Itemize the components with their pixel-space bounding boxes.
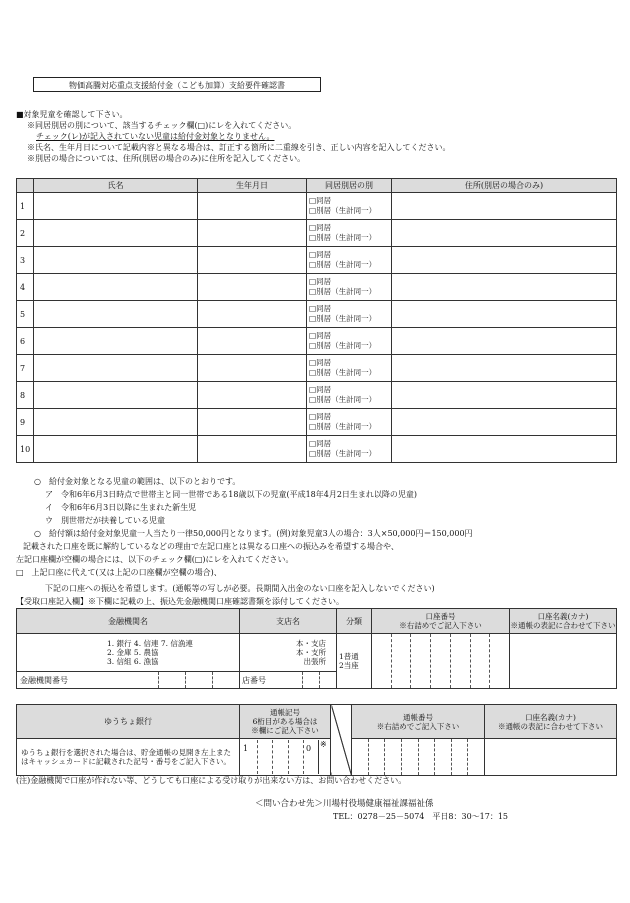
institution-option-1: 1. 銀行 4. 信連 7. 信漁連 [107,639,193,648]
header-cohabitation: 同居別居の別 [307,179,392,193]
cohabitation-options [307,301,392,328]
bank-header-holder-note: ※通帳の表記に合わせて下さい [510,621,616,630]
child-address-field[interactable] [392,328,617,355]
branch-option-2: 本・支所 [296,648,326,657]
child-name-field[interactable] [34,274,198,301]
document-title: 物価高騰対応重点支援給付金（こども加算）支給要件確認書 [33,77,321,92]
branch-code-label: 店番号 [242,675,266,685]
yucho-header-holder-title: 口座名義(カナ) [525,712,576,722]
yucho-table [16,704,617,776]
footnote: (注)金融機関で口座が作れない等、どうしても口座による受け取りが出来ない方は、お問い合わせください。 [16,776,407,785]
child-birthdate-field[interactable] [198,409,307,436]
child-address-field[interactable] [392,247,617,274]
child-birthdate-field[interactable] [198,193,307,220]
cohabitation-options [307,328,392,355]
separate-checkbox[interactable]: □別居（生計同一） [309,395,377,404]
cohabitation-options [307,355,392,382]
child-row [17,436,617,463]
yucho-symbol-last: 0 [304,740,319,774]
cohabit-checkbox[interactable]: □同居 [309,358,332,367]
separate-checkbox[interactable]: □別居（生計同一） [309,314,377,323]
note-u: ウ 別世帯だが扶養している児童 [45,516,165,525]
children-table [16,178,617,463]
account-type-current: 2当座 [339,661,359,670]
cohabit-checkbox[interactable]: □同居 [309,439,332,448]
cohabit-checkbox[interactable]: □同居 [309,250,332,259]
child-birthdate-field[interactable] [198,274,307,301]
child-name-field[interactable] [34,436,198,463]
child-name-field[interactable] [34,301,198,328]
child-birthdate-field[interactable] [198,247,307,274]
instruction-warning: チェック(レ)が記入されていない児童は給付金対象となりません。 [36,132,275,141]
child-address-field[interactable] [392,436,617,463]
cohabit-checkbox[interactable]: □同居 [309,223,332,232]
child-row-number: 10 [17,436,34,463]
separate-checkbox[interactable]: □別居（生計同一） [309,422,377,431]
cohabit-checkbox[interactable]: □同居 [309,331,332,340]
note-scope: ○ 給付金対象となる児童の範囲は、以下のとおりです。 [34,477,241,486]
separate-checkbox[interactable]: □別居（生計同一） [309,449,377,458]
bank-header-holder-title: 口座名義(カナ) [537,612,589,621]
yucho-header-bank: ゆうちょ銀行 [17,705,240,739]
yucho-number-field[interactable] [352,739,485,776]
child-row [17,247,617,274]
bank-header-institution: 金融機関名 [17,609,240,634]
account-holder-field[interactable] [510,634,617,689]
child-row [17,382,617,409]
child-address-field[interactable] [392,301,617,328]
cohabitation-options [307,247,392,274]
child-birthdate-field[interactable] [198,436,307,463]
child-row-number: 1 [17,193,34,220]
separate-checkbox[interactable]: □別居（生計同一） [309,206,377,215]
separate-checkbox[interactable]: □別居（生計同一） [309,368,377,377]
header-name: 氏名 [34,179,198,193]
separate-checkbox[interactable]: □別居（生計同一） [309,233,377,242]
child-row [17,409,617,436]
child-address-field[interactable] [392,382,617,409]
cohabitation-options [307,220,392,247]
yucho-header-number-note: ※右詰めでご記入下さい [376,721,460,731]
bank-header-account [372,609,510,634]
account-type-ordinary: 1普通 [339,652,359,661]
bank-header-holder [510,609,617,634]
instruction-correction: ※氏名、生年月日について記載内容と異なる場合は、訂正する箇所に二重線を引き、正しい内容を記入してください。 [27,143,451,152]
cohabitation-options [307,193,392,220]
contact-title: ＜問い合わせ先＞川場村役場健康福祉課福祉係 [255,799,434,809]
child-address-field[interactable] [392,355,617,382]
branch-code-field[interactable] [240,672,337,689]
yucho-header-symbol-title: 通帳記号 [270,708,300,717]
child-row-number: 3 [17,247,34,274]
instruction-heading: ■対象児童を確認して下さい。 [16,110,128,119]
cohabit-checkbox[interactable]: □同居 [309,412,332,421]
separate-checkbox[interactable]: □別居（生計同一） [309,260,377,269]
yucho-symbol-field[interactable] [240,739,331,776]
cohabit-checkbox[interactable]: □同居 [309,304,332,313]
note-alt-account-3: 下記の口座への振込を希望します。(通帳等の写しが必要。長期間入出金のない口座を記入しないでください) [45,584,435,593]
child-birthdate-field[interactable] [198,382,307,409]
child-address-field[interactable] [392,274,617,301]
separate-checkbox[interactable]: □別居（生計同一） [309,341,377,350]
child-name-field[interactable] [34,382,198,409]
child-name-field[interactable] [34,220,198,247]
institution-code-field[interactable] [17,672,240,689]
branch-type-options[interactable] [240,634,337,672]
bank-header-account-note: ※右詰めでご記入下さい [399,621,482,630]
cohabitation-options [307,409,392,436]
institution-type-options[interactable] [17,634,240,672]
institution-code-label: 金融機関番号 [20,675,68,685]
child-row-number: 4 [17,274,34,301]
bank-table [16,608,617,689]
cohabit-checkbox[interactable]: □同居 [309,385,332,394]
child-name-field[interactable] [34,247,198,274]
child-row-number: 5 [17,301,34,328]
yucho-header-symbol-note-2: ※欄にご記入下さい [251,726,319,735]
cohabit-checkbox[interactable]: □同居 [309,196,332,205]
instruction-check: ※同居別居の別について、該当するチェック欄(□)にレを入れてください。 [27,121,297,130]
child-row [17,328,617,355]
note-a: ア 令和6年6月3日時点で世帯主と同一世帯である18歳以下の児童(平成18年4月2日生まれ以降の児童) [45,490,418,499]
child-birthdate-field[interactable] [198,355,307,382]
note-i: イ 令和6年6月3日以降に生まれた新生児 [45,503,197,512]
yucho-header-number-title: 通帳番号 [403,712,433,722]
child-name-field[interactable] [34,409,198,436]
child-birthdate-field[interactable] [198,301,307,328]
yucho-header-number [352,705,485,739]
branch-option-3: 出張所 [303,657,326,666]
yucho-header-holder-note: ※通帳の表記に合わせて下さい [498,721,603,731]
header-number [17,179,34,193]
child-birthdate-field[interactable] [198,328,307,355]
institution-option-3: 3. 信組 6. 漁協 [107,657,159,666]
header-birthdate: 生年月日 [198,179,307,193]
child-row [17,355,617,382]
child-address-field[interactable] [392,193,617,220]
child-name-field[interactable] [34,328,198,355]
bank-header-type: 分類 [337,609,372,634]
account-type-options[interactable] [337,634,372,689]
child-row-number: 7 [17,355,34,382]
child-row-number: 2 [17,220,34,247]
institution-option-2: 2. 金庫 5. 農協 [107,648,159,657]
child-name-field[interactable] [34,355,198,382]
receiving-account-heading: 【受取口座記入欄】※下欄に記載の上、振込先金融機関口座確認書類を添付してください。 [16,597,344,606]
yucho-holder-field[interactable] [485,739,617,776]
child-row-number: 6 [17,328,34,355]
child-row [17,220,617,247]
child-row [17,301,617,328]
yucho-symbol-mark: ※ [319,740,327,749]
separate-checkbox[interactable]: □別居（生計同一） [309,287,377,296]
child-row-number: 8 [17,382,34,409]
bank-header-branch: 支店名 [240,609,337,634]
contact-tel: TEL：0278－25－5074 平日8：30～17：15 [333,812,509,821]
child-row [17,193,617,220]
alt-account-checkbox[interactable]: □ 上記口座に代えて(又は上記の口座欄が空欄の場合)、 [16,568,222,577]
child-row-number: 9 [17,409,34,436]
cohabitation-options [307,382,392,409]
cohabitation-options [307,274,392,301]
yucho-header-symbol [240,705,331,739]
yucho-description: ゆうちょ銀行を選択された場合は、貯金通帳の見開き左上またはキャッシュカードに記載された記号・番号をご記入下さい。 [17,739,240,776]
cohabitation-options [307,436,392,463]
note-alt-account-2: 左記口座欄が空欄の場合には、以下のチェック欄(□)にレを入れてください。 [16,555,294,564]
instruction-address: ※別居の場合については、住所(別居の場合のみ)に住所を記入してください。 [27,154,306,163]
header-address: 住所(別居の場合のみ) [392,179,617,193]
yucho-header-symbol-note-1: 6桁目がある場合は [252,717,318,726]
child-birthdate-field[interactable] [198,220,307,247]
child-address-field[interactable] [392,409,617,436]
note-alt-account-1: 記載された口座を既に解約しているなどの理由で左記口座とは異なる口座への振込みを希望する場合や、 [23,542,399,551]
child-address-field[interactable] [392,220,617,247]
yucho-divider-slash [331,705,352,776]
child-name-field[interactable] [34,193,198,220]
note-amount: ○ 給付額は給付金対象児童一人当たり一律50,000円となります。(例)対象児童3人の場合：3人×50,000円＝150,000円 [34,529,473,538]
yucho-header-holder [485,705,617,739]
child-row [17,274,617,301]
cohabit-checkbox[interactable]: □同居 [309,277,332,286]
yucho-symbol-first: 1 [240,740,258,774]
bank-header-account-title: 口座番号 [425,612,456,621]
account-number-field[interactable] [372,634,510,689]
branch-option-1: 本・支店 [296,639,326,648]
